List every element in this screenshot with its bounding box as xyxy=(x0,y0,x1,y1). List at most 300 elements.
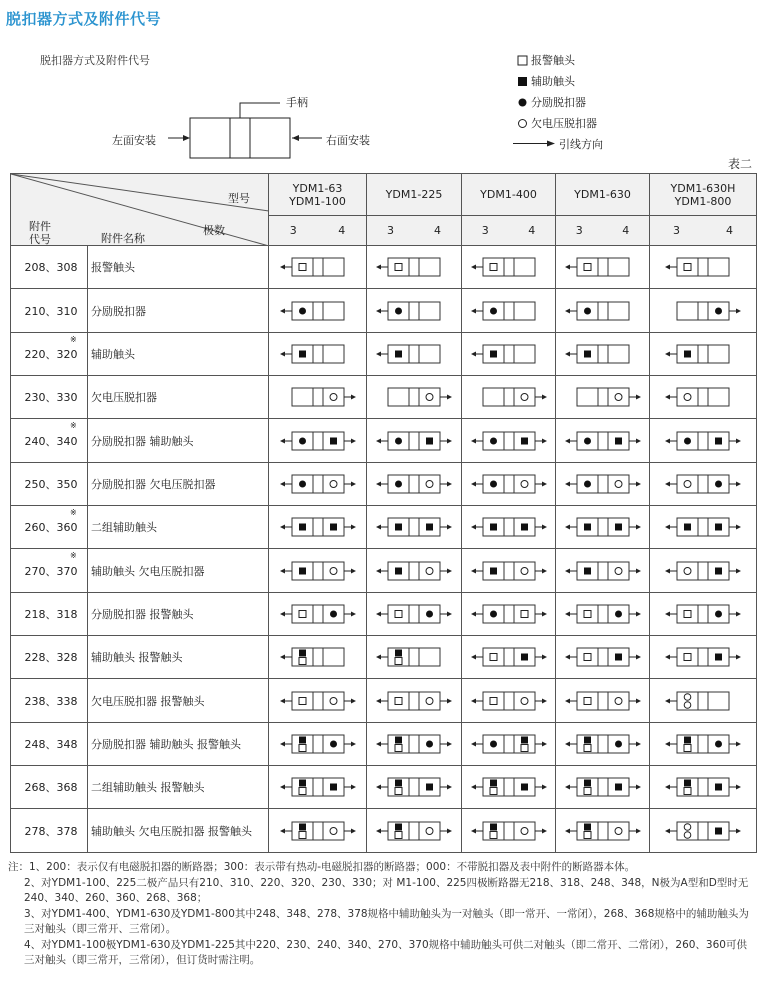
accessory-name: 辅助触头 欠电压脱扣器 报警触头 xyxy=(88,809,269,853)
lead-direction-arrow-icon xyxy=(471,655,476,660)
table-row xyxy=(11,289,757,332)
lead-direction-arrow-icon xyxy=(471,351,476,356)
footnote: 4、对YDM1-100极YDM1-630及YDM1-225其中220、230、240、340、270、370规格中辅助触头可供二对触头（即二常开、二常闭），260、360可供三对触头（即三常开，三常闭），但订货时需注明。 xyxy=(24,938,747,966)
undervoltage-release-icon xyxy=(615,567,622,574)
auxiliary-contact-icon xyxy=(521,524,528,531)
shunt-release-icon xyxy=(715,740,722,747)
auxiliary-contact-icon xyxy=(521,784,528,791)
lead-direction-arrow-icon xyxy=(376,741,381,746)
accessory-code xyxy=(11,376,88,419)
accessory-code-text: 210、310 xyxy=(24,304,78,318)
breaker-accessory-diagram xyxy=(374,515,454,539)
breaker-accessory-diagram xyxy=(374,299,454,323)
breaker-accessory-diagram xyxy=(469,255,549,279)
auxiliary-contact-icon xyxy=(426,784,433,791)
auxiliary-contact-icon xyxy=(490,350,497,357)
breaker-accessory-diagram xyxy=(469,602,549,626)
note-mark: ※ xyxy=(70,508,77,518)
model-header: YDM1-225 xyxy=(367,174,462,216)
undervoltage-release-icon xyxy=(330,480,337,487)
lead-direction-arrow-icon xyxy=(636,698,641,703)
accessory-code-table xyxy=(10,173,757,853)
lead-direction-arrow-icon xyxy=(565,568,570,573)
accessory-diagram-cell xyxy=(650,549,757,592)
breaker-accessory-diagram xyxy=(374,645,454,669)
lead-direction-arrow-icon xyxy=(471,785,476,790)
breaker-accessory-diagram xyxy=(663,515,743,539)
shunt-release-icon xyxy=(615,610,622,617)
undervoltage-release-icon xyxy=(330,697,337,704)
breaker-accessory-diagram xyxy=(663,255,743,279)
breaker-accessory-diagram xyxy=(563,602,643,626)
lead-direction-arrow-icon xyxy=(376,698,381,703)
breaker-accessory-diagram xyxy=(663,775,743,799)
alarm-contact-icon xyxy=(299,264,306,271)
alarm-contact-icon xyxy=(395,697,402,704)
undervoltage-release-icon xyxy=(426,394,433,401)
breaker-accessory-diagram xyxy=(278,732,358,756)
lead-direction-arrow-icon xyxy=(736,308,741,313)
accessory-diagram-cell xyxy=(462,592,556,635)
lead-direction-arrow-icon xyxy=(351,525,356,530)
accessory-code-text: 250、350 xyxy=(24,477,78,491)
accessory-code xyxy=(11,289,88,332)
auxiliary-contact-icon xyxy=(615,654,622,661)
lead-direction-arrow-icon xyxy=(636,568,641,573)
accessory-code xyxy=(11,636,88,679)
shunt-release-icon xyxy=(490,307,497,314)
alarm-contact-icon xyxy=(299,697,306,704)
legend-item xyxy=(513,113,603,134)
accessory-diagram-cell xyxy=(269,809,367,853)
accessory-diagram-cell xyxy=(269,506,367,549)
table-row xyxy=(11,506,757,549)
lead-direction-arrow-icon xyxy=(471,438,476,443)
accessory-diagram-cell xyxy=(462,419,556,462)
undervoltage-release-icon xyxy=(330,827,337,834)
alarm-contact-icon xyxy=(299,610,306,617)
lead-direction-arrow-icon xyxy=(665,655,670,660)
accessory-diagram-cell xyxy=(367,766,462,809)
accessory-diagram-cell xyxy=(556,766,650,809)
lead-direction-arrow-icon xyxy=(565,785,570,790)
footnote: 2、对YDM1-100、225二极产品只有210、310、220、320、230、330；对 M1-100、225四极断路器无218、318、248、348，N极为A型和D型时无240、340、260、360、268、368； xyxy=(24,876,749,904)
accessory-diagram-cell xyxy=(367,462,462,505)
lead-direction-arrow-icon xyxy=(280,525,285,530)
accessory-code-text: 228、328 xyxy=(24,651,78,665)
accessory-diagram-cell xyxy=(462,506,556,549)
auxiliary-contact-icon xyxy=(395,823,402,830)
lead-direction-arrow-icon xyxy=(542,438,547,443)
auxiliary-contact-icon xyxy=(490,524,497,531)
shunt-release-icon xyxy=(395,307,402,314)
accessory-diagram-cell xyxy=(269,419,367,462)
accessory-diagram-cell xyxy=(269,766,367,809)
filled-square-icon xyxy=(513,76,531,87)
auxiliary-contact-icon xyxy=(330,784,337,791)
lead-direction-arrow-icon xyxy=(736,785,741,790)
lead-direction-arrow-icon xyxy=(471,698,476,703)
accessory-diagram-cell xyxy=(269,679,367,722)
auxiliary-contact-icon xyxy=(490,823,497,830)
alarm-contact-icon xyxy=(490,264,497,271)
table-row xyxy=(11,419,757,462)
lead-direction-arrow-icon xyxy=(376,308,381,313)
accessory-diagram-cell xyxy=(462,289,556,332)
accessory-diagram-cell xyxy=(556,462,650,505)
breaker-accessory-diagram xyxy=(469,559,549,583)
accessory-diagram-cell xyxy=(556,549,650,592)
accessory-diagram-cell xyxy=(462,679,556,722)
undervoltage-release-icon xyxy=(426,827,433,834)
breaker-accessory-diagram xyxy=(563,819,643,843)
alarm-contact-icon xyxy=(299,658,306,665)
breaker-accessory-diagram xyxy=(469,645,549,669)
breaker-accessory-diagram xyxy=(469,775,549,799)
accessory-code xyxy=(11,766,88,809)
lead-direction-arrow-icon xyxy=(736,481,741,486)
accessory-name: 分励脱扣器 辅助触头 报警触头 xyxy=(88,722,269,765)
accessory-name: 辅助触头 报警触头 xyxy=(88,636,269,679)
filled-circle-icon xyxy=(513,97,531,108)
lead-direction-arrow-icon xyxy=(542,698,547,703)
auxiliary-contact-icon xyxy=(684,780,691,787)
auxiliary-contact-icon xyxy=(395,350,402,357)
accessory-diagram-cell xyxy=(367,506,462,549)
shunt-release-icon xyxy=(584,437,591,444)
lead-direction-arrow-icon xyxy=(565,265,570,270)
shunt-release-icon xyxy=(584,307,591,314)
accessory-code-text: 238、338 xyxy=(24,694,78,708)
accessory-diagram-cell xyxy=(650,332,757,375)
auxiliary-contact-icon xyxy=(395,567,402,574)
auxiliary-contact-icon xyxy=(584,736,591,743)
lead-direction-arrow-icon xyxy=(351,395,356,400)
alarm-contact-icon xyxy=(490,831,497,838)
shunt-release-icon xyxy=(395,480,402,487)
installation-diagram xyxy=(110,88,400,168)
accessory-code-text: 278、378 xyxy=(24,824,78,838)
lead-direction-arrow-icon xyxy=(665,351,670,356)
table-row xyxy=(11,332,757,375)
accessory-diagram-cell xyxy=(650,592,757,635)
legend-label: 分励脱扣器 xyxy=(531,96,586,109)
accessory-code xyxy=(11,246,88,289)
accessory-diagram-cell xyxy=(462,549,556,592)
lead-direction-arrow-icon xyxy=(636,828,641,833)
accessory-diagram-cell xyxy=(269,376,367,419)
breaker-accessory-diagram xyxy=(374,342,454,366)
undervoltage-release-icon xyxy=(615,394,622,401)
auxiliary-contact-icon xyxy=(715,567,722,574)
table-label: 表二 xyxy=(727,157,752,171)
auxiliary-contact-icon xyxy=(715,524,722,531)
alarm-contact-icon xyxy=(584,654,591,661)
lead-direction-arrow-icon xyxy=(542,481,547,486)
lead-direction-arrow-icon xyxy=(376,438,381,443)
undervoltage-release-icon xyxy=(684,480,691,487)
accessory-name: 欠电压脱扣器 报警触头 xyxy=(88,679,269,722)
breaker-accessory-diagram xyxy=(374,819,454,843)
accessory-code-text: 220、320 xyxy=(24,347,78,361)
note-mark: ※ xyxy=(70,421,77,431)
alarm-contact-icon xyxy=(521,744,528,751)
legend-item xyxy=(513,71,603,92)
alarm-contact-icon xyxy=(395,264,402,271)
breaker-accessory-diagram xyxy=(563,515,643,539)
breaker-accessory-diagram xyxy=(469,819,549,843)
lead-direction-arrow-icon xyxy=(565,741,570,746)
shunt-release-icon xyxy=(330,740,337,747)
auxiliary-contact-icon xyxy=(684,736,691,743)
breaker-accessory-diagram xyxy=(563,255,643,279)
lead-direction-arrow-icon xyxy=(636,741,641,746)
accessory-diagram-cell xyxy=(556,722,650,765)
auxiliary-contact-icon xyxy=(426,524,433,531)
lead-direction-arrow-icon xyxy=(665,611,670,616)
accessory-diagram-cell xyxy=(650,679,757,722)
shunt-release-icon xyxy=(715,610,722,617)
lead-direction-arrow-icon xyxy=(665,828,670,833)
lead-direction-arrow-icon xyxy=(665,265,670,270)
breaker-accessory-diagram xyxy=(469,385,549,409)
breaker-accessory-diagram xyxy=(663,645,743,669)
footnote: 注：1、200：表示仅有电磁脱扣器的断路器；300：表示带有热动-电磁脱扣器的断路器；000：不带脱扣器及表中附件的断路器本体。 xyxy=(8,861,636,873)
accessory-name: 二组辅助触头 xyxy=(88,506,269,549)
accessory-diagram-cell xyxy=(269,592,367,635)
alarm-contact-icon xyxy=(584,744,591,751)
accessory-diagram-cell xyxy=(367,592,462,635)
breaker-accessory-diagram xyxy=(469,689,549,713)
accessory-diagram-cell xyxy=(269,462,367,505)
breaker-accessory-diagram xyxy=(469,342,549,366)
auxiliary-contact-icon xyxy=(426,437,433,444)
accessory-diagram-cell xyxy=(367,636,462,679)
lead-direction-arrow-icon xyxy=(636,655,641,660)
lead-direction-arrow-icon xyxy=(376,611,381,616)
accessory-diagram-cell xyxy=(556,246,650,289)
table-row xyxy=(11,549,757,592)
accessory-diagram-cell xyxy=(269,636,367,679)
accessory-diagram-cell xyxy=(556,376,650,419)
lead-direction-arrow-icon xyxy=(280,308,285,313)
lead-direction-arrow-icon xyxy=(736,611,741,616)
auxiliary-contact-icon xyxy=(684,350,691,357)
accessory-name: 报警触头 xyxy=(88,246,269,289)
auxiliary-contact-icon xyxy=(299,823,306,830)
shunt-release-icon xyxy=(684,437,691,444)
accessory-diagram-cell xyxy=(650,636,757,679)
lead-direction-arrow-icon xyxy=(542,525,547,530)
auxiliary-contact-icon xyxy=(395,524,402,531)
footnotes xyxy=(8,860,756,969)
accessory-diagram-cell xyxy=(462,376,556,419)
pole-header: 3 4 xyxy=(269,216,367,246)
auxiliary-contact-icon xyxy=(615,524,622,531)
alarm-contact-icon xyxy=(584,264,591,271)
breaker-accessory-diagram xyxy=(663,342,743,366)
alarm-contact-icon xyxy=(684,744,691,751)
auxiliary-contact-icon xyxy=(521,736,528,743)
lead-direction-arrow-icon xyxy=(736,741,741,746)
undervoltage-release-icon xyxy=(615,697,622,704)
table-row xyxy=(11,462,757,505)
undervoltage-release-icon xyxy=(615,827,622,834)
lead-direction-arrow-icon xyxy=(280,655,285,660)
shunt-release-icon xyxy=(584,480,591,487)
lead-direction-arrow-icon xyxy=(376,525,381,530)
accessory-diagram-cell xyxy=(650,766,757,809)
note-mark: ※ xyxy=(70,334,77,344)
lead-direction-arrow-icon xyxy=(280,481,285,486)
lead-direction-arrow-icon xyxy=(280,828,285,833)
accessory-code-text: 248、348 xyxy=(24,737,78,751)
breaker-accessory-diagram xyxy=(469,732,549,756)
accessory-diagram-cell xyxy=(556,809,650,853)
alarm-contact-icon xyxy=(395,658,402,665)
breaker-accessory-diagram xyxy=(278,429,358,453)
lead-direction-arrow-icon xyxy=(665,785,670,790)
breaker-accessory-diagram xyxy=(374,385,454,409)
undervoltage-release-icon xyxy=(521,567,528,574)
lead-direction-arrow-icon xyxy=(542,655,547,660)
undervoltage-release-icon xyxy=(521,480,528,487)
breaker-accessory-diagram xyxy=(469,515,549,539)
lead-direction-arrow-icon xyxy=(565,308,570,313)
lead-direction-arrow-icon xyxy=(636,525,641,530)
model-header: YDM1-630H YDM1-800 xyxy=(650,174,757,216)
breaker-accessory-diagram xyxy=(278,299,358,323)
auxiliary-contact-icon xyxy=(715,654,722,661)
accessory-code-text: 270、370 xyxy=(24,564,78,578)
breaker-accessory-diagram xyxy=(374,732,454,756)
auxiliary-contact-icon xyxy=(584,524,591,531)
auxiliary-contact-icon xyxy=(715,827,722,834)
lead-direction-arrow-icon xyxy=(471,828,476,833)
legend-item xyxy=(513,134,603,155)
legend-label: 欠电压脱扣器 xyxy=(531,117,597,130)
accessory-diagram-cell xyxy=(462,722,556,765)
breaker-accessory-diagram xyxy=(663,429,743,453)
table-row xyxy=(11,679,757,722)
breaker-accessory-diagram xyxy=(374,602,454,626)
lead-direction-arrow-icon xyxy=(447,481,452,486)
lead-direction-arrow-icon xyxy=(565,611,570,616)
accessory-diagram-cell xyxy=(269,246,367,289)
lead-direction-arrow-icon xyxy=(447,828,452,833)
lead-direction-arrow-icon xyxy=(565,351,570,356)
lead-direction-arrow-icon xyxy=(736,568,741,573)
alarm-contact-icon xyxy=(684,610,691,617)
alarm-contact-icon xyxy=(299,831,306,838)
lead-direction-arrow-icon xyxy=(471,525,476,530)
accessory-name: 辅助触头 欠电压脱扣器 xyxy=(88,549,269,592)
lead-direction-arrow-icon xyxy=(376,568,381,573)
undervoltage-release-icon xyxy=(330,394,337,401)
breaker-accessory-diagram xyxy=(278,645,358,669)
legend-label: 报警触头 xyxy=(531,54,575,67)
auxiliary-contact-icon xyxy=(299,567,306,574)
open-circle-icon xyxy=(513,118,531,129)
undervoltage-release-icon xyxy=(684,823,691,830)
name-label: 附件名称 xyxy=(101,232,145,245)
alarm-contact-icon xyxy=(395,831,402,838)
accessory-name: 分励脱扣器 欠电压脱扣器 xyxy=(88,462,269,505)
accessory-code xyxy=(11,679,88,722)
alarm-contact-icon xyxy=(584,697,591,704)
accessory-diagram-cell xyxy=(462,462,556,505)
accessory-diagram-cell xyxy=(462,636,556,679)
auxiliary-contact-icon xyxy=(395,650,402,657)
auxiliary-contact-icon xyxy=(299,524,306,531)
pole-label: 极数 xyxy=(203,224,225,237)
shunt-release-icon xyxy=(490,480,497,487)
pole-header: 3 4 xyxy=(556,216,650,246)
shunt-release-icon xyxy=(490,610,497,617)
breaker-accessory-diagram xyxy=(374,472,454,496)
lead-direction-arrow-icon xyxy=(351,481,356,486)
accessory-diagram-cell xyxy=(367,549,462,592)
breaker-accessory-diagram xyxy=(663,689,743,713)
legend-label: 辅助触头 xyxy=(531,75,575,88)
auxiliary-contact-icon xyxy=(395,780,402,787)
alarm-contact-icon xyxy=(299,788,306,795)
accessory-name: 分励脱扣器 xyxy=(88,289,269,332)
lead-direction-arrow-icon xyxy=(736,525,741,530)
lead-direction-arrow-icon xyxy=(471,611,476,616)
accessory-name: 分励脱扣器 报警触头 xyxy=(88,592,269,635)
breaker-accessory-diagram xyxy=(563,472,643,496)
lead-direction-arrow-icon xyxy=(665,438,670,443)
undervoltage-release-icon xyxy=(426,567,433,574)
breaker-accessory-diagram xyxy=(663,819,743,843)
lead-direction-arrow-icon xyxy=(665,395,670,400)
shunt-release-icon xyxy=(615,740,622,747)
accessory-diagram-cell xyxy=(556,592,650,635)
footnote: 3、对YDM1-400、YDM1-630及YDM1-800其中248、348、278、378规格中辅助触头为一对触头（即一常开、一常闭），268、368规格中的辅助触头为三对触头（即三常开、三常闭）。 xyxy=(24,907,749,935)
lead-direction-arrow-icon xyxy=(447,395,452,400)
legend-label: 引线方向 xyxy=(559,138,603,151)
breaker-accessory-diagram xyxy=(278,689,358,713)
lead-direction-arrow-icon xyxy=(280,785,285,790)
auxiliary-contact-icon xyxy=(615,437,622,444)
breaker-accessory-diagram xyxy=(563,775,643,799)
breaker-accessory-diagram xyxy=(374,775,454,799)
model-header: YDM1-63 YDM1-100 xyxy=(269,174,367,216)
lead-direction-arrow-icon xyxy=(565,438,570,443)
auxiliary-contact-icon xyxy=(521,437,528,444)
accessory-code xyxy=(11,332,88,375)
shunt-release-icon xyxy=(299,437,306,444)
breaker-accessory-diagram xyxy=(278,385,358,409)
breaker-accessory-diagram xyxy=(563,732,643,756)
breaker-accessory-diagram xyxy=(663,299,743,323)
accessory-diagram-cell xyxy=(462,766,556,809)
alarm-contact-icon xyxy=(584,610,591,617)
lead-direction-arrow-icon xyxy=(351,568,356,573)
accessory-diagram-cell xyxy=(367,809,462,853)
accessory-code xyxy=(11,506,88,549)
accessory-diagram-cell xyxy=(367,246,462,289)
alarm-contact-icon xyxy=(395,610,402,617)
lead-direction-arrow-icon xyxy=(636,438,641,443)
accessory-diagram-cell xyxy=(462,332,556,375)
accessory-code xyxy=(11,722,88,765)
accessory-diagram-cell xyxy=(556,332,650,375)
lead-direction-arrow-icon xyxy=(665,698,670,703)
lead-direction-arrow-icon xyxy=(636,611,641,616)
auxiliary-contact-icon xyxy=(715,437,722,444)
